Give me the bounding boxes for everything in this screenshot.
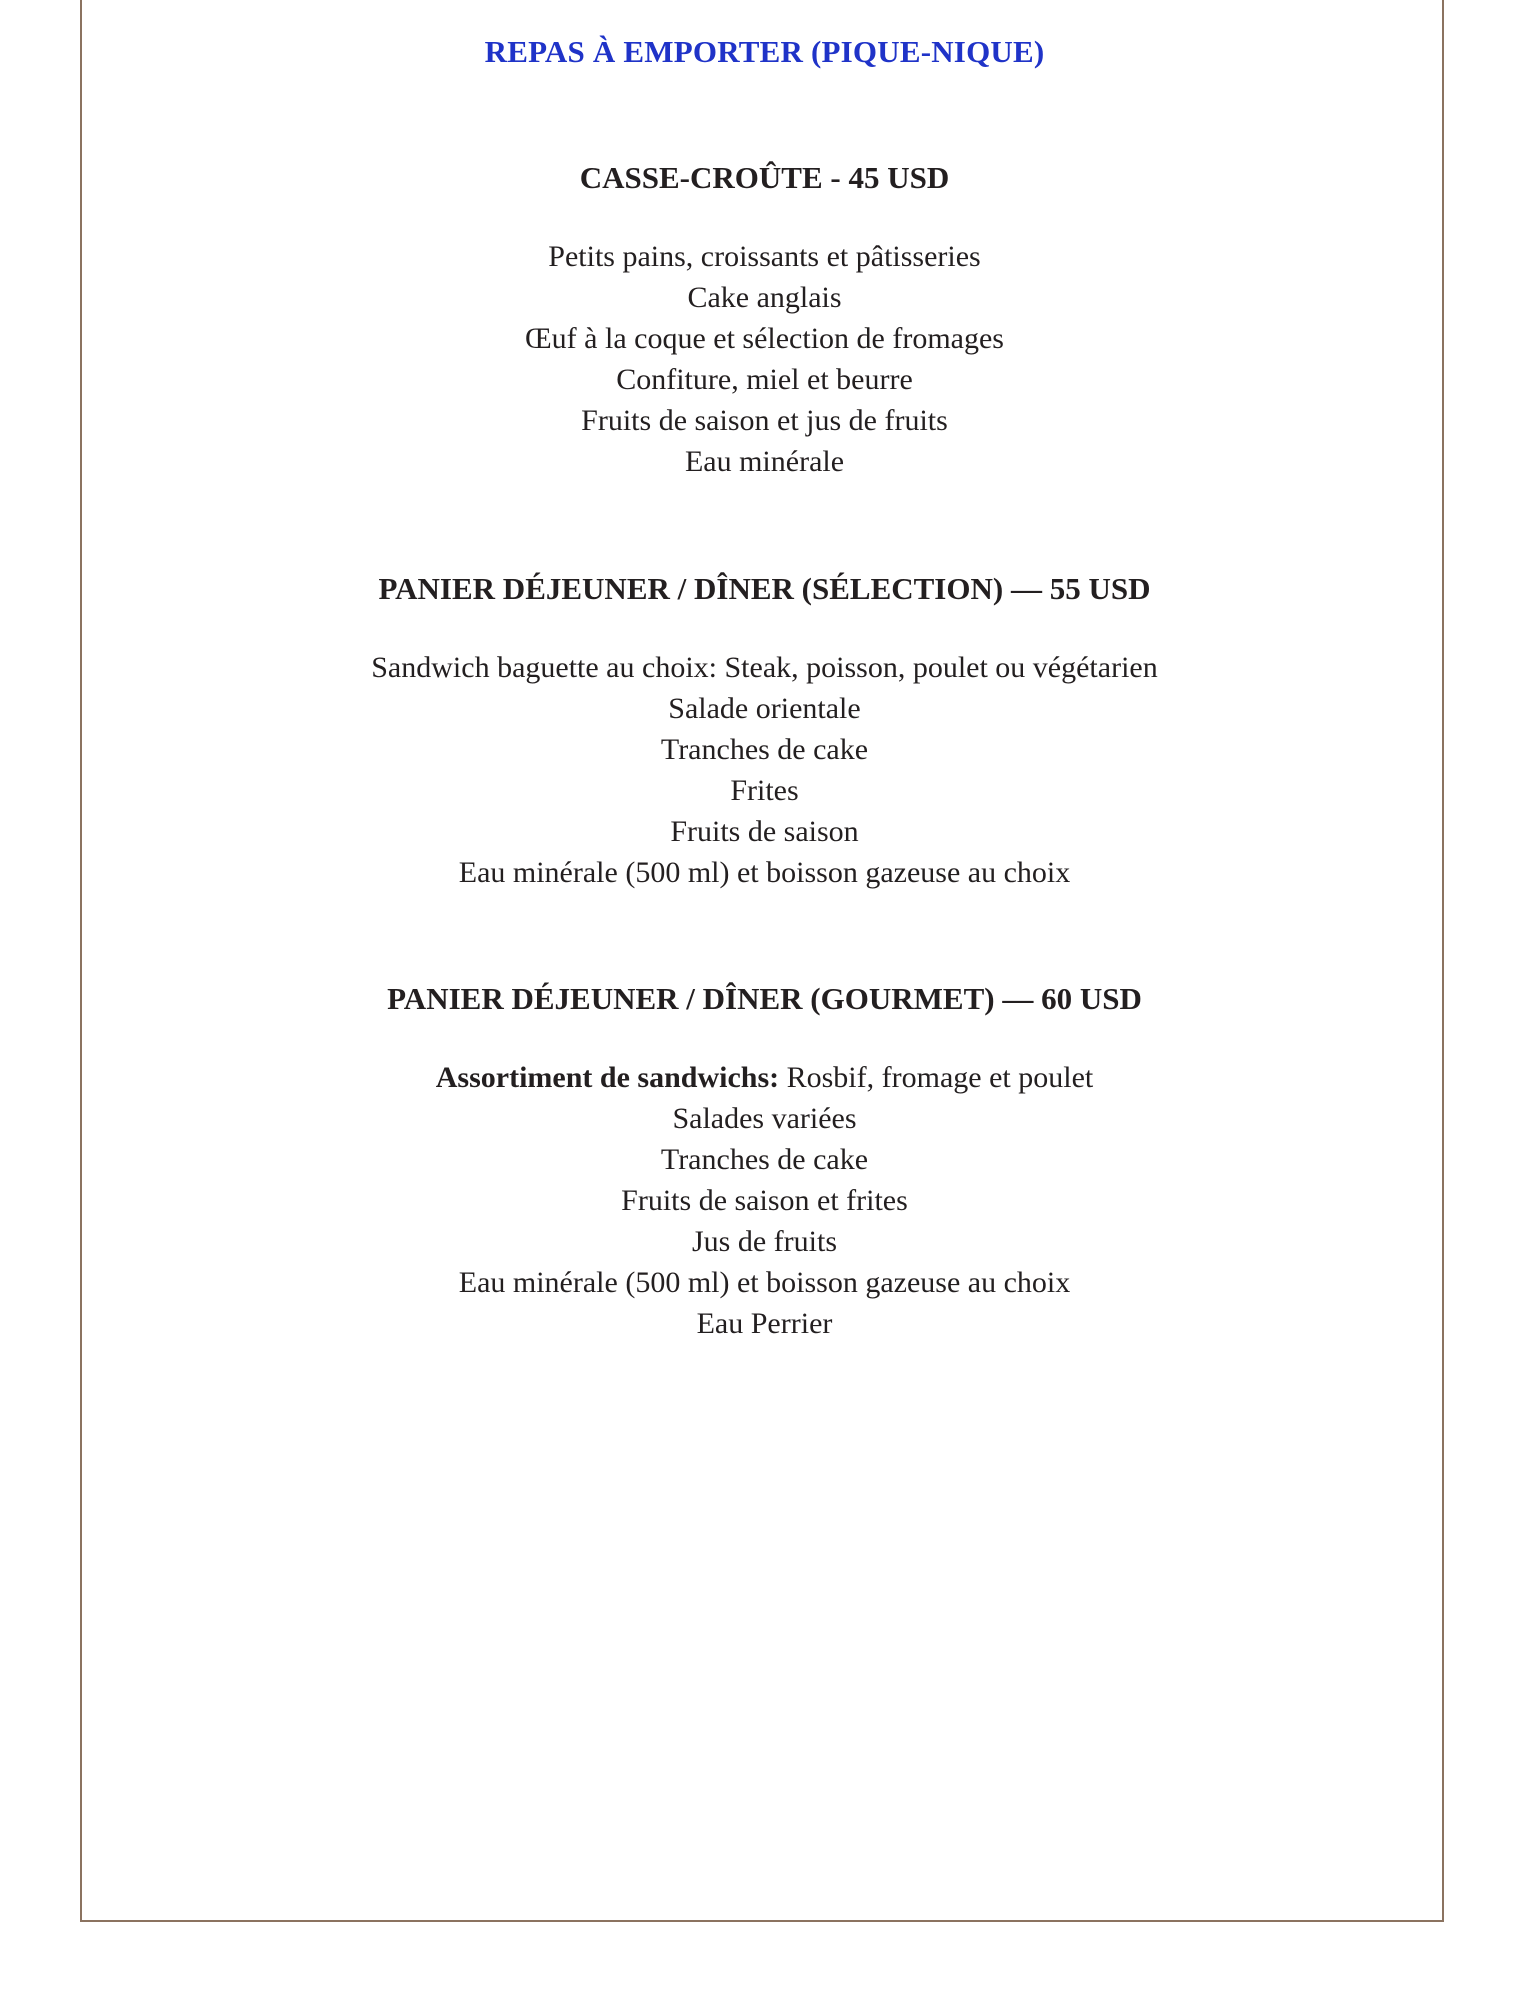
page-title: REPAS À EMPORTER (PIQUE-NIQUE) [484, 34, 1045, 69]
section-title: PANIER DÉJEUNER / DÎNER (GOURMET) — 60 USD [387, 981, 1142, 1016]
menu-item: Jus de fruits [692, 1225, 837, 1258]
menu-section-casse-croute [0, 158, 1529, 482]
menu-item: Cake anglais [687, 281, 842, 314]
menu-item: Eau minérale (500 ml) et boisson gazeuse au choix [458, 856, 1071, 889]
menu-item: Tranches de cake [660, 733, 869, 766]
menu-item: Œuf à la coque et sélection de fromages [525, 322, 1004, 355]
menu-item: Fruits de saison et frites [621, 1184, 908, 1217]
menu-item: Tranches de cake [660, 1143, 869, 1176]
section-title: CASSE-CROÛTE - 45 USD [579, 160, 950, 195]
menu-item: Eau Perrier [696, 1307, 833, 1340]
menu-item: Fruits de saison [670, 815, 859, 848]
menu-item: Salade orientale [668, 692, 861, 725]
menu-item: Confiture, miel et beurre [616, 363, 913, 396]
menu-item: Frites [730, 774, 799, 807]
menu-item: Sandwich baguette au choix: Steak, poisson, poulet ou végétarien [371, 651, 1158, 684]
menu-item-lead-label: Assortiment de sandwichs: [435, 1061, 780, 1094]
menu-item: Petits pains, croissants et pâtisseries [548, 240, 981, 273]
menu-item: Eau minérale [684, 445, 845, 478]
menu-item-lead-text: Rosbif, fromage et poulet [779, 1061, 1094, 1094]
menu-section-panier-gourmet [0, 979, 1529, 1344]
menu-section-panier-selection [0, 569, 1529, 893]
menu-item: Salades variées [672, 1102, 857, 1135]
section-title: PANIER DÉJEUNER / DÎNER (SÉLECTION) — 55 USD [378, 571, 1151, 606]
menu-item-lead [0, 1057, 1529, 1098]
menu-item: Fruits de saison et jus de fruits [581, 404, 948, 437]
menu-item: Eau minérale (500 ml) et boisson gazeuse au choix [458, 1266, 1071, 1299]
